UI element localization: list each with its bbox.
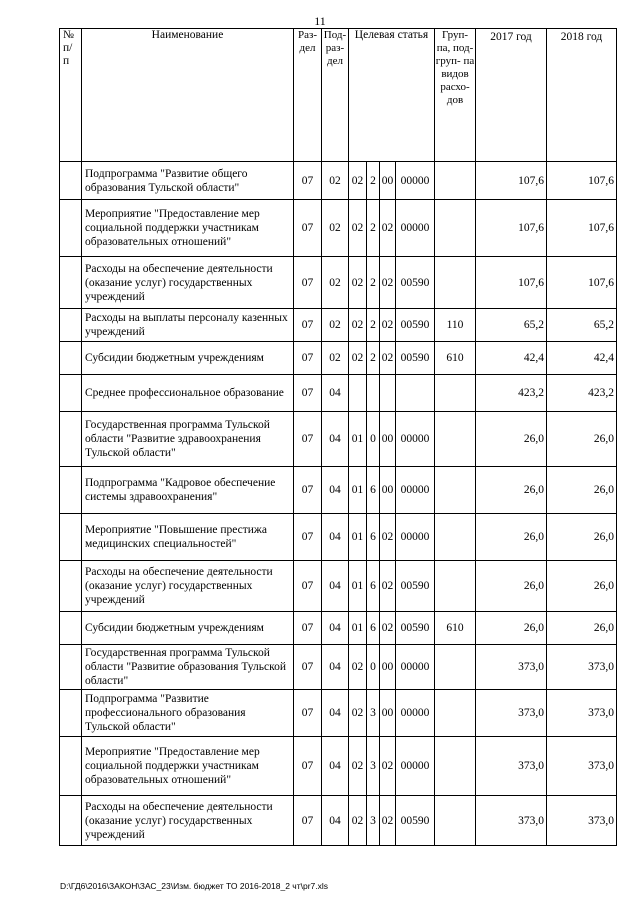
cell-target-activity: 00 — [380, 162, 396, 200]
cell-target-program: 02 — [349, 796, 367, 846]
header-target-article: Целевая статья — [349, 29, 435, 162]
cell-num — [60, 737, 82, 796]
cell-target-program: 02 — [349, 309, 367, 342]
cell-target-program: 02 — [349, 737, 367, 796]
cell-num — [60, 561, 82, 612]
cell-target-program: 01 — [349, 612, 367, 645]
cell-name: Подпрограмма "Кадровое обеспечение системы здравоохранения" — [82, 467, 294, 514]
cell-target-program: 02 — [349, 645, 367, 690]
cell-expense-group: 110 — [435, 309, 476, 342]
cell-target-activity: 02 — [380, 200, 396, 257]
cell-podrazdel: 04 — [322, 467, 349, 514]
table-row — [60, 690, 617, 737]
cell-razdel: 07 — [294, 690, 322, 737]
cell-target-direction: 00000 — [396, 690, 435, 737]
cell-target-subprogram: 3 — [367, 796, 380, 846]
cell-razdel: 07 — [294, 342, 322, 375]
cell-amount-2017: 26,0 — [476, 561, 547, 612]
cell-amount-2018: 65,2 — [547, 309, 617, 342]
cell-target-subprogram: 2 — [367, 257, 380, 309]
cell-target-program — [349, 375, 367, 412]
cell-num — [60, 796, 82, 846]
cell-amount-2017: 373,0 — [476, 796, 547, 846]
cell-razdel: 07 — [294, 162, 322, 200]
cell-target-program: 01 — [349, 514, 367, 561]
cell-podrazdel: 02 — [322, 200, 349, 257]
cell-amount-2018: 42,4 — [547, 342, 617, 375]
cell-target-direction: 00590 — [396, 796, 435, 846]
cell-razdel: 07 — [294, 257, 322, 309]
cell-name: Мероприятие "Предоставление мер социальной поддержки участникам образовательных отношений" — [82, 737, 294, 796]
cell-target-activity: 00 — [380, 412, 396, 467]
cell-target-subprogram: 6 — [367, 514, 380, 561]
cell-target-program: 01 — [349, 561, 367, 612]
table-row — [60, 737, 617, 796]
cell-expense-group — [435, 257, 476, 309]
cell-num — [60, 162, 82, 200]
cell-target-direction: 00590 — [396, 612, 435, 645]
cell-num — [60, 612, 82, 645]
cell-target-direction: 00000 — [396, 737, 435, 796]
cell-target-direction: 00590 — [396, 309, 435, 342]
cell-target-program: 02 — [349, 257, 367, 309]
cell-amount-2017: 373,0 — [476, 737, 547, 796]
cell-target-activity: 02 — [380, 309, 396, 342]
cell-target-subprogram: 2 — [367, 162, 380, 200]
cell-amount-2017: 107,6 — [476, 200, 547, 257]
table-row — [60, 514, 617, 561]
cell-target-direction: 00000 — [396, 645, 435, 690]
header-year-2018: 2018 год — [547, 29, 617, 162]
cell-target-activity: 02 — [380, 737, 396, 796]
cell-razdel: 07 — [294, 467, 322, 514]
cell-num — [60, 645, 82, 690]
cell-num — [60, 375, 82, 412]
cell-amount-2017: 26,0 — [476, 412, 547, 467]
cell-podrazdel: 04 — [322, 690, 349, 737]
table-row — [60, 645, 617, 690]
table-row — [60, 796, 617, 846]
cell-name: Расходы на обеспечение деятельности (оказание услуг) государственных учреждений — [82, 257, 294, 309]
cell-expense-group — [435, 162, 476, 200]
cell-target-subprogram — [367, 375, 380, 412]
cell-target-activity: 02 — [380, 342, 396, 375]
cell-name: Расходы на обеспечение деятельности (оказание услуг) государственных учреждений — [82, 796, 294, 846]
cell-name: Государственная программа Тульской области "Развитие образования Тульской области" — [82, 645, 294, 690]
cell-target-direction: 00000 — [396, 200, 435, 257]
cell-amount-2018: 26,0 — [547, 561, 617, 612]
cell-num — [60, 467, 82, 514]
cell-expense-group — [435, 200, 476, 257]
cell-target-activity: 02 — [380, 257, 396, 309]
cell-target-subprogram: 6 — [367, 612, 380, 645]
cell-expense-group: 610 — [435, 612, 476, 645]
cell-expense-group — [435, 690, 476, 737]
cell-expense-group — [435, 412, 476, 467]
cell-podrazdel: 04 — [322, 796, 349, 846]
cell-target-activity: 00 — [380, 467, 396, 514]
cell-amount-2018: 373,0 — [547, 796, 617, 846]
cell-target-activity: 00 — [380, 690, 396, 737]
header-expense-group: Груп- па, под- груп- па видов расхо- дов — [435, 29, 476, 162]
cell-razdel: 07 — [294, 412, 322, 467]
cell-amount-2017: 65,2 — [476, 309, 547, 342]
cell-podrazdel: 04 — [322, 514, 349, 561]
cell-razdel: 07 — [294, 796, 322, 846]
cell-podrazdel: 04 — [322, 375, 349, 412]
cell-target-activity: 02 — [380, 796, 396, 846]
header-podrazdel: Под- раз- дел — [322, 29, 349, 162]
cell-target-program: 01 — [349, 412, 367, 467]
cell-razdel: 07 — [294, 561, 322, 612]
cell-amount-2018: 26,0 — [547, 467, 617, 514]
cell-expense-group — [435, 796, 476, 846]
cell-target-program: 02 — [349, 342, 367, 375]
cell-amount-2018: 26,0 — [547, 514, 617, 561]
cell-target-subprogram: 6 — [367, 467, 380, 514]
cell-amount-2017: 373,0 — [476, 690, 547, 737]
cell-podrazdel: 04 — [322, 561, 349, 612]
cell-target-direction: 00000 — [396, 467, 435, 514]
cell-target-program: 01 — [349, 467, 367, 514]
cell-target-direction: 00590 — [396, 257, 435, 309]
cell-target-subprogram: 2 — [367, 309, 380, 342]
cell-target-activity: 02 — [380, 514, 396, 561]
cell-expense-group — [435, 561, 476, 612]
table-row — [60, 309, 617, 342]
cell-expense-group — [435, 514, 476, 561]
cell-amount-2017: 26,0 — [476, 514, 547, 561]
cell-target-subprogram: 0 — [367, 645, 380, 690]
cell-amount-2017: 26,0 — [476, 612, 547, 645]
cell-name: Расходы на обеспечение деятельности (оказание услуг) государственных учреждений — [82, 561, 294, 612]
cell-target-subprogram: 6 — [367, 561, 380, 612]
cell-target-direction: 00590 — [396, 561, 435, 612]
cell-target-direction: 00000 — [396, 412, 435, 467]
cell-target-subprogram: 0 — [367, 412, 380, 467]
header-num: № п/ п — [60, 29, 82, 162]
table-row — [60, 561, 617, 612]
cell-target-program: 02 — [349, 200, 367, 257]
budget-table — [59, 28, 617, 846]
cell-podrazdel: 02 — [322, 162, 349, 200]
cell-podrazdel: 04 — [322, 412, 349, 467]
cell-name: Государственная программа Тульской области "Развитие здравоохранения Тульской области" — [82, 412, 294, 467]
table-row — [60, 200, 617, 257]
cell-amount-2018: 107,6 — [547, 257, 617, 309]
table-row — [60, 375, 617, 412]
cell-expense-group — [435, 645, 476, 690]
cell-target-subprogram: 3 — [367, 690, 380, 737]
cell-num — [60, 342, 82, 375]
cell-razdel: 07 — [294, 612, 322, 645]
cell-target-subprogram: 3 — [367, 737, 380, 796]
cell-num — [60, 257, 82, 309]
cell-name: Субсидии бюджетным учреждениям — [82, 612, 294, 645]
table-row — [60, 612, 617, 645]
cell-name: Мероприятие "Повышение престижа медицинских специальностей" — [82, 514, 294, 561]
cell-expense-group — [435, 467, 476, 514]
cell-name: Мероприятие "Предоставление мер социальной поддержки участникам образовательных отношений" — [82, 200, 294, 257]
cell-podrazdel: 04 — [322, 612, 349, 645]
cell-target-direction — [396, 375, 435, 412]
cell-amount-2017: 373,0 — [476, 645, 547, 690]
page-number: 11 — [314, 14, 326, 28]
cell-target-program: 02 — [349, 690, 367, 737]
cell-num — [60, 200, 82, 257]
cell-razdel: 07 — [294, 645, 322, 690]
cell-target-subprogram: 2 — [367, 342, 380, 375]
cell-target-subprogram: 2 — [367, 200, 380, 257]
cell-amount-2017: 107,6 — [476, 257, 547, 309]
cell-target-direction: 00000 — [396, 162, 435, 200]
cell-podrazdel: 02 — [322, 257, 349, 309]
file-path-footer: D:\ГД6\2016\ЗАКОН\ЗАС_23\Изм. бюджет ТО 2016-2018_2 чт\pr7.xls — [60, 881, 329, 891]
cell-podrazdel: 04 — [322, 737, 349, 796]
cell-name: Расходы на выплаты персоналу казенных учреждений — [82, 309, 294, 342]
cell-num — [60, 412, 82, 467]
table-header-row — [60, 29, 617, 162]
cell-amount-2017: 107,6 — [476, 162, 547, 200]
cell-amount-2018: 423,2 — [547, 375, 617, 412]
cell-amount-2018: 107,6 — [547, 162, 617, 200]
cell-expense-group — [435, 375, 476, 412]
cell-num — [60, 309, 82, 342]
header-year-2017: 2017 год — [476, 29, 547, 162]
header-razdel: Раз- дел — [294, 29, 322, 162]
cell-num — [60, 514, 82, 561]
cell-name: Субсидии бюджетным учреждениям — [82, 342, 294, 375]
cell-podrazdel: 02 — [322, 309, 349, 342]
cell-amount-2018: 26,0 — [547, 612, 617, 645]
cell-target-direction: 00590 — [396, 342, 435, 375]
cell-name: Подпрограмма "Развитие общего образования Тульской области" — [82, 162, 294, 200]
cell-target-program: 02 — [349, 162, 367, 200]
table-row — [60, 342, 617, 375]
cell-expense-group — [435, 737, 476, 796]
cell-amount-2017: 26,0 — [476, 467, 547, 514]
cell-expense-group: 610 — [435, 342, 476, 375]
cell-name: Среднее профессиональное образование — [82, 375, 294, 412]
cell-razdel: 07 — [294, 200, 322, 257]
cell-amount-2018: 373,0 — [547, 690, 617, 737]
cell-podrazdel: 04 — [322, 645, 349, 690]
header-name: Наименование — [82, 29, 294, 162]
cell-target-activity: 02 — [380, 561, 396, 612]
cell-amount-2017: 42,4 — [476, 342, 547, 375]
cell-podrazdel: 02 — [322, 342, 349, 375]
cell-razdel: 07 — [294, 309, 322, 342]
table-row — [60, 257, 617, 309]
cell-num — [60, 690, 82, 737]
table-row — [60, 467, 617, 514]
cell-razdel: 07 — [294, 514, 322, 561]
cell-amount-2018: 373,0 — [547, 645, 617, 690]
cell-razdel: 07 — [294, 375, 322, 412]
cell-name: Подпрограмма "Развитие профессионального образования Тульской области" — [82, 690, 294, 737]
cell-amount-2018: 373,0 — [547, 737, 617, 796]
table-row — [60, 412, 617, 467]
cell-razdel: 07 — [294, 737, 322, 796]
table-row — [60, 162, 617, 200]
cell-target-activity: 00 — [380, 645, 396, 690]
cell-amount-2018: 107,6 — [547, 200, 617, 257]
cell-target-direction: 00000 — [396, 514, 435, 561]
cell-amount-2018: 26,0 — [547, 412, 617, 467]
cell-amount-2017: 423,2 — [476, 375, 547, 412]
cell-target-activity — [380, 375, 396, 412]
cell-target-activity: 02 — [380, 612, 396, 645]
